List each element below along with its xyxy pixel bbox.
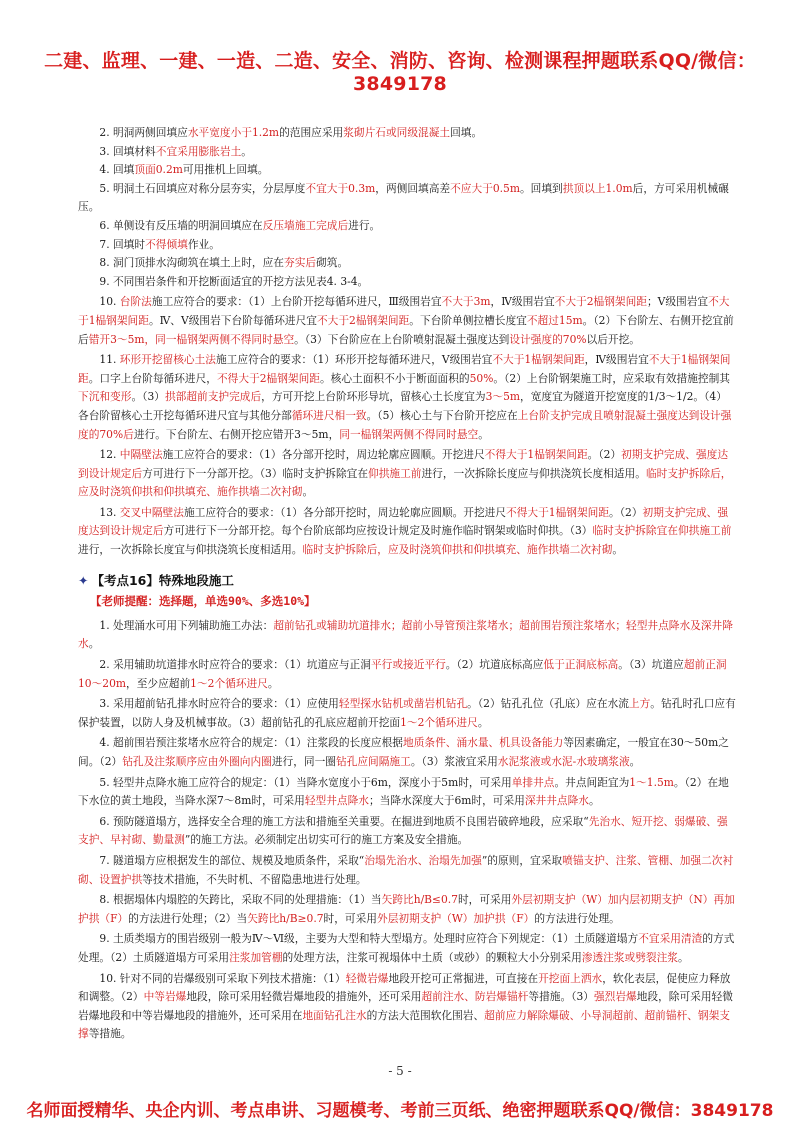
- paragraph-text: 。: [629, 755, 641, 768]
- paragraph-text: 。（2）: [609, 505, 643, 519]
- highlighted-text: 中等岩爆: [143, 990, 187, 1004]
- paragraph-text: 。口字上台阶每循环进尺，: [88, 371, 217, 385]
- teacher-tip: 【老师提醒：选择题，单选90%、多选10%】: [90, 594, 316, 609]
- paragraph-text: 。: [477, 715, 489, 729]
- highlighted-text: 外层初期支护（W）加护拱（F）: [377, 911, 535, 925]
- paragraph-text: 后，方可采用机械碾压。: [78, 181, 729, 214]
- highlighted-text: 钻孔应间隔施工: [335, 755, 411, 768]
- paragraph-text: 。（2）坑道底标高应: [445, 658, 544, 672]
- paragraph: [78, 774, 736, 811]
- paragraph-text: 。: [612, 543, 624, 557]
- highlighted-text: 设计强度的70%: [509, 332, 587, 346]
- highlighted-text: 矢跨比h/B≥0.7: [247, 911, 324, 925]
- diamond-star-icon: ✦: [78, 572, 89, 588]
- paragraph-text: 。: [267, 676, 279, 690]
- paragraph: [78, 293, 736, 349]
- highlighted-text: 1～2个循环进尺: [400, 715, 478, 729]
- highlighted-text: 不超过15m: [526, 313, 583, 327]
- highlighted-text: 50%: [469, 371, 494, 385]
- highlighted-text: 钻孔及注浆顺序应由外圈向内圈: [122, 755, 272, 768]
- highlighted-text: 外层初期支护（W）加内层初期支护（N）再加护拱（F）: [78, 893, 735, 925]
- paragraph-text: ，Ⅳ级围岩宜: [490, 295, 555, 309]
- highlighted-text: 不得大于1榀钢架间距: [484, 448, 588, 462]
- paragraph-group-open-cut: [78, 124, 736, 560]
- paragraph-text: 作业。: [187, 237, 220, 251]
- highlighted-text: 地面钻孔注水: [302, 1008, 367, 1022]
- section-heading: [78, 572, 736, 591]
- highlighted-text: 不应大于0.5m: [450, 181, 520, 195]
- header-banner: 二建、监理、一建、一造、二造、安全、消防、咨询、检测课程押题联系QQ/微信：3849178: [44, 50, 756, 95]
- paragraph: [78, 273, 736, 292]
- highlighted-text: 不得倾填: [145, 237, 188, 251]
- paragraph: [78, 236, 736, 255]
- paragraph-text: 。（2）: [587, 448, 622, 462]
- highlighted-text: 拱部超前支护完成后: [164, 390, 262, 404]
- paragraph-text: 等措施。（3）: [528, 990, 594, 1004]
- highlighted-text: 平行或接近平行: [370, 658, 446, 672]
- highlighted-text: 超前注水、防岩爆锚杆: [421, 990, 529, 1004]
- paragraph: [78, 254, 736, 273]
- highlighted-text: 轻微岩爆: [345, 971, 389, 985]
- paragraph: [78, 504, 736, 560]
- paragraph-text: 施工应符合的要求：（1）各分部开挖时，周边轮廓应圆顺。开挖进尺: [162, 448, 485, 462]
- paragraph-text: 方可进行下一分部开挖。（3）临时支护拆除宜在: [142, 466, 369, 480]
- paragraph: [78, 852, 736, 889]
- paragraph-text: 10.: [99, 295, 120, 309]
- paragraph-text: 的方法进行处理；（2）当: [128, 911, 248, 925]
- paragraph-text: 等技术措施，不失时机、不留隐患地进行处理。: [142, 872, 367, 886]
- paragraph-text: 2. 采用辅助坑道排水时应符合的要求：（1）坑道应与正洞: [99, 658, 371, 672]
- highlighted-text: 低于正洞底标高: [543, 658, 619, 672]
- highlighted-text: 中隔壁法: [119, 448, 163, 462]
- page-number: - 5 -: [388, 1064, 412, 1078]
- highlighted-text: 喷锚支护、注浆、管棚、加强二次衬砌、设置护拱: [78, 853, 734, 886]
- paragraph-text: 地段开挖可正常掘进，可直接在: [388, 971, 539, 985]
- paragraph-text: 等因素确定，一般宜在30～50m之间。（2）: [78, 736, 729, 768]
- paragraph-text: 地段，除可采用轻微岩爆地段和中等岩爆地段的措施外，还可采用在: [78, 990, 733, 1022]
- paragraph-text: ；Ⅴ级围岩宜: [646, 295, 709, 309]
- paragraph: [78, 617, 736, 654]
- highlighted-text: 初期支护完成、强度达到设计规定后: [78, 505, 729, 538]
- paragraph-text: ，两侧回填高差: [375, 181, 451, 195]
- highlighted-text: 不宜采用膨胀岩土: [155, 144, 242, 158]
- paragraph-text: 的范围应采用: [279, 126, 344, 139]
- highlighted-text: 开挖面上洒水: [538, 971, 603, 985]
- paragraph-text: 进行。下台阶左、右侧开挖应错开3～5m，: [133, 427, 340, 441]
- paragraph-text: ，至少应超前: [126, 676, 191, 690]
- paragraph-text: 8. 根据塌体内塌腔的矢跨比，采取不同的处理措施：（1）当: [99, 893, 382, 907]
- highlighted-text: 渗透注浆或劈裂注浆: [581, 950, 678, 964]
- paragraph-text: 。回填到: [519, 181, 563, 195]
- highlighted-text: 超前钻孔或辅助坑道排水；超前小导管预注浆堵水；超前围岩预注浆堵水；轻型井点降水及深井降水: [78, 618, 733, 651]
- highlighted-text: 不大于1榀钢架间距: [492, 353, 585, 367]
- paragraph-text: ；当降水深度大于6m时，可采用: [368, 794, 525, 808]
- paragraph-text: 4. 回填: [99, 163, 135, 177]
- paragraph-group-special-sections: [78, 617, 736, 1044]
- paragraph: [78, 695, 736, 732]
- highlighted-text: 不宜大于0.3m: [305, 181, 376, 195]
- paragraph-text: 。（2）钻孔孔位（孔底）应在水流: [467, 697, 629, 711]
- paragraph-text: ，方可开挖上台阶环形导坑，留核心土长度宜为: [261, 390, 486, 404]
- paragraph-text: 1. 处理涌水可用下列辅助施工办法：: [99, 618, 274, 632]
- highlighted-text: 先治水、短开挖、弱爆破、强支护、早衬砌、勤量测: [78, 814, 728, 847]
- paragraph-text: 。: [302, 485, 314, 499]
- highlighted-text: 单排井点: [511, 775, 555, 789]
- paragraph-text: 砌筑。: [316, 256, 349, 270]
- paragraph-text: 。（2）在地下水位的黄土地段，当降水深7～8m时，可采用: [78, 775, 729, 808]
- paragraph-text: 。钻孔时孔口应有保护装置，以防人身及机械事故。（3）超前钻孔的孔底应超前开挖面: [78, 697, 736, 729]
- highlighted-text: 不大于3m: [441, 295, 491, 309]
- highlighted-text: 水平宽度小于1.2m: [187, 126, 280, 139]
- highlighted-text: 上台阶支护完成且喷射混凝土强度达到设计强度的70%后: [78, 408, 732, 441]
- highlighted-text: 超前应力解除爆破、小导洞超前、超前锚杆、钢架支撑: [78, 1008, 730, 1041]
- paragraph-text: ，宽度宜为隧道开挖宽度的1/3～1/2。（4）各台阶留核心土开挖每循环进尺宜与其他分部: [78, 390, 727, 422]
- highlighted-text: 临时支护拆除后，应及时浇筑仰拱和仰拱填充、施作拱墙二次衬砌: [302, 543, 613, 557]
- paragraph: [78, 656, 736, 693]
- highlighted-text: 3～5m: [485, 390, 521, 404]
- paragraph-text: 地段，除可采用轻微岩爆地段的措施外，还可采用: [186, 990, 422, 1004]
- highlighted-text: 仰拱施工前: [368, 466, 422, 480]
- paragraph-text: 7. 隧道塌方应根据发生的部位、规模及地质条件，采取“: [99, 853, 365, 867]
- highlighted-text: 强烈岩爆: [593, 990, 637, 1004]
- highlighted-text: 拱顶以上1.0m: [562, 181, 633, 195]
- paragraph: [78, 180, 736, 217]
- highlighted-text: 下沉和变形: [78, 390, 132, 404]
- paragraph-text: 3. 采用超前钻孔排水时应符合的要求：（1）应使用: [99, 697, 339, 711]
- highlighted-text: 不得大于2榀钢架间距: [216, 371, 320, 385]
- highlighted-text: 轻型探水钻机或凿岩机钻孔: [338, 697, 468, 711]
- paragraph-text: 的处理方法，注浆可视塌体中土质（或砂）的颗粒大小分别采用: [282, 950, 582, 964]
- paragraph-text: 11.: [99, 353, 120, 367]
- paragraph-text: 。（3）坑道应: [618, 658, 684, 672]
- paragraph: [78, 813, 736, 850]
- paragraph-text: 。（3）浆液宜采用: [410, 755, 498, 768]
- highlighted-text: 水泥浆液或水泥-水玻璃浆液: [497, 755, 630, 768]
- highlighted-text: 上方: [628, 697, 651, 711]
- paragraph-text: 的方式处理。（2）土质隧道塌方可采用: [78, 932, 735, 964]
- paragraph-text: 时，可采用: [323, 911, 377, 925]
- paragraph-text: 12.: [99, 448, 120, 462]
- paragraph-text: 5. 轻型井点降水施工应符合的规定：（1）当降水宽度小于6m，深度小于5m时，可采用: [99, 775, 512, 789]
- highlighted-text: 交叉中隔壁法: [119, 505, 184, 519]
- paragraph-text: 。（2）下台阶左、右侧开挖宜前后: [78, 313, 734, 346]
- highlighted-text: 1～2个循环进尺: [190, 676, 268, 690]
- highlighted-text: 注浆加管棚: [229, 950, 283, 964]
- highlighted-text: 不宜采用清渣: [638, 932, 703, 946]
- paragraph-text: 13.: [99, 505, 120, 519]
- paragraph-text: 方可进行下一分部开挖。每个台阶底部均应按设计规定及时施作临时钢架或临时仰拱。（3）: [163, 524, 593, 538]
- paragraph: [78, 734, 736, 771]
- highlighted-text: 不大于2榀钢架间距: [554, 295, 647, 309]
- paragraph-text: 时，可采用: [457, 893, 512, 907]
- highlighted-text: 轻型井点降水: [304, 794, 369, 808]
- paragraph-text: 。: [678, 950, 689, 964]
- paragraph: [78, 217, 736, 236]
- paragraph-text: 。（3）下台阶应在上台阶喷射混凝土强度达到: [294, 332, 510, 346]
- paragraph: [78, 891, 736, 928]
- paragraph-text: 进行。: [348, 218, 381, 232]
- paragraph-text: 以后开挖。: [586, 332, 640, 346]
- paragraph-text: 施工应符合的要求：（1）各分部开挖时，周边轮廓应圆顺。开挖进尺: [183, 505, 507, 519]
- paragraph-text: 。: [588, 794, 600, 808]
- highlighted-text: 不得大于1榀钢架间距: [506, 505, 610, 519]
- paragraph-text: 。核心土面积不小于断面面积的: [319, 371, 470, 385]
- paragraph-text: 进行，一次拆除长度宜与仰拱浇筑长度相适用。: [78, 543, 303, 557]
- paragraph: [78, 161, 736, 180]
- highlighted-text: 临时支护拆除后，应及时浇筑仰拱和仰拱填充、施作拱墙二次衬砌: [78, 466, 732, 499]
- highlighted-text: 反压墙施工完成后: [262, 218, 349, 232]
- highlighted-text: 台阶法: [119, 295, 152, 309]
- paragraph-text: 等措施。: [88, 1027, 132, 1041]
- document-body: [78, 124, 736, 1044]
- paragraph-text: 。（2）上台阶钢架施工时，应采取有效措施控制其: [493, 371, 730, 385]
- highlighted-text: 治塌先治水、治塌先加强: [364, 853, 482, 867]
- paragraph-text: 3. 回填材料: [99, 144, 156, 158]
- paragraph-text: 进行，同一圈: [271, 755, 336, 768]
- section-title: 【考点16】特殊地段施工: [91, 572, 234, 588]
- highlighted-text: 1～1.5m: [629, 775, 674, 789]
- paragraph: [78, 446, 736, 502]
- highlighted-text: 环形开挖留核心土法: [119, 353, 216, 367]
- paragraph-text: 9. 土质类塌方的围岩级别一般为Ⅳ～Ⅵ级，主要为大型和特大型塌方。处理时应符合下列规定：（1）土质隧道塌方: [99, 932, 639, 946]
- paragraph: [78, 124, 736, 143]
- paragraph: [78, 970, 736, 1044]
- paragraph-text: 施工应符合的要求：（1）上台阶开挖每循环进尺，Ⅲ级围岩宜: [151, 295, 442, 309]
- paragraph-text: 。（3）: [131, 390, 165, 404]
- paragraph-text: 。下台阶单侧拉槽长度宜: [409, 313, 527, 327]
- highlighted-text: 初期支护完成、强度达到设计规定后: [78, 448, 729, 480]
- paragraph-text: 。: [478, 427, 489, 441]
- paragraph-text: ，软化表层，促使应力释放和调整。（2）: [78, 971, 731, 1004]
- paragraph-text: 6. 预防隧道塌方，选择安全合理的施工方法和措施至关重要。在掘进到地质不良围岩破碎地段，应采取“: [99, 814, 589, 828]
- paragraph-text: ”的原则，宜采取: [481, 853, 563, 867]
- highlighted-text: 浆砌片石或同级混凝土: [343, 126, 451, 139]
- paragraph-text: 。Ⅳ、Ⅴ级围岩下台阶每循环进尺宜: [148, 313, 317, 327]
- highlighted-text: 地质条件、涌水量、机具设备能力: [403, 736, 564, 750]
- paragraph: [78, 351, 736, 444]
- paragraph-text: 施工应符合的要求：（1）环形开挖每循环进尺，Ⅴ级围岩宜: [216, 353, 493, 367]
- highlighted-text: 同一榀钢架两侧不得同时悬空: [339, 427, 479, 441]
- paragraph-text: 。井点间距宜为: [554, 775, 630, 789]
- footer-banner: 名师面授精华、央企内训、考点串讲、习题模考、考前三页纸、绝密押题联系QQ/微信：3849178: [26, 1101, 774, 1121]
- paragraph-text: 2. 明洞两侧回填应: [99, 126, 188, 139]
- paragraph-text: ”的施工方法。必须制定出切实可行的施工方案及安全措施。: [184, 833, 469, 847]
- paragraph-text: 5. 明洞土石回填应对称分层夯实，分层厚度: [99, 181, 306, 195]
- highlighted-text: 不大于2榀钢架间距: [316, 313, 410, 327]
- paragraph-text: 9. 不同围岩条件和开挖断面适宜的开挖方法见表4. 3-4。: [99, 274, 369, 288]
- highlighted-text: 夯实后: [284, 256, 317, 270]
- paragraph-text: 回填。: [450, 126, 483, 139]
- highlighted-text: 循环进尺相一致: [291, 408, 367, 422]
- highlighted-text: 临时支护拆除宜在仰拱施工前: [592, 524, 732, 538]
- paragraph-text: 。（5）核心土与下台阶开挖应在: [366, 408, 518, 422]
- highlighted-text: 不大于1榀钢架间距: [78, 353, 731, 385]
- paragraph-text: 8. 洞门顶排水沟砌筑在填土上时，应在: [99, 256, 284, 270]
- paragraph-text: 7. 回填时: [99, 237, 146, 251]
- highlighted-text: 不大于1榀钢架间距: [78, 295, 730, 327]
- paragraph-text: 。: [88, 637, 100, 651]
- paragraph-text: 的方法进行处理。: [534, 911, 620, 925]
- paragraph: [78, 930, 736, 967]
- paragraph-text: 进行，一次拆除长度应与仰拱浇筑长度相适用。: [421, 466, 646, 480]
- highlighted-text: 错开3～5m，同一榀钢架两侧不得同时悬空: [88, 332, 295, 346]
- highlighted-text: 深井井点降水: [524, 794, 589, 808]
- paragraph-text: 4. 超前围岩预注浆堵水应符合的规定：（1）注浆段的长度应根据: [99, 736, 403, 750]
- highlighted-text: 顶面0.2m: [134, 163, 183, 177]
- highlighted-text: 矢跨比h/B≤0.7: [381, 893, 458, 907]
- paragraph: [78, 143, 736, 162]
- paragraph-text: 10. 针对不同的岩爆级别可采取下列技术措施：（1）: [99, 971, 346, 985]
- highlighted-text: 超前正洞10～20m: [78, 658, 727, 690]
- paragraph-text: 6. 单侧设有反压墙的明洞回填应在: [99, 218, 263, 232]
- paragraph-text: 。: [241, 144, 252, 158]
- paragraph-text: ，Ⅳ级围岩宜: [584, 353, 649, 367]
- paragraph-text: 可用推机上回填。: [182, 163, 269, 177]
- paragraph-text: 的方法大范围软化围岩、: [366, 1008, 485, 1022]
